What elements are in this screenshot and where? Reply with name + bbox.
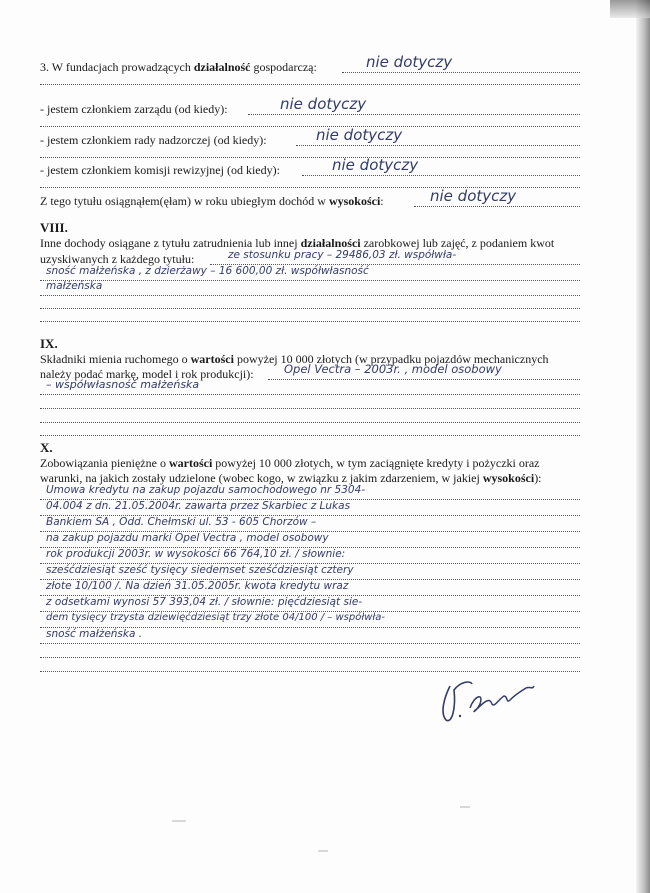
- s8-extra-line-1: [40, 306, 580, 309]
- board-answer: nie dotyczy: [280, 95, 367, 113]
- s8-answer-2: sność małżeńska , z dzierżawy – 16 600,00 zł. współwłasność: [46, 265, 369, 277]
- income-label-bold: wysokości: [328, 194, 381, 208]
- s8-extra-line-2: [40, 319, 580, 322]
- s9-extra-line-1: [40, 406, 580, 409]
- s8-answer-3: małżeńska: [46, 280, 103, 292]
- income-answer: nie dotyczy: [430, 187, 517, 205]
- s10-answer-7: złote 10/100 /. Na dzień 31.05.2005r. kwota kredytu wraz: [46, 580, 349, 592]
- s10-answer-10: sność małżeńska .: [46, 628, 143, 640]
- s10-answer-3: Bankiem SA , Odd. Chełmski ul. 53 - 605 Chorzów –: [46, 516, 317, 528]
- scan-edge: [636, 0, 650, 893]
- s10-extra-line-1: [40, 655, 580, 658]
- s10-line2-bold: wysokości: [482, 471, 535, 485]
- s10-line1-bold: wartości: [168, 456, 213, 470]
- s9-answer-line-1: [268, 377, 580, 380]
- q3-extra-line: [40, 82, 580, 85]
- section-x-heading: X.: [40, 440, 53, 455]
- section-x-description-line1: [40, 456, 540, 470]
- q3-answer: nie dotyczy: [366, 53, 453, 71]
- s10-answer-6: sześćdziesiąt sześć tysięcy siedemset sześćdziesiąt cztery: [46, 564, 354, 576]
- q3-label-bold: działalność: [193, 60, 251, 74]
- s10-answer-9: dem tysięcy trzysta dziewięćdziesiąt trzy złote 04/100 / – współwła-: [46, 612, 385, 623]
- s10-answer-8: z odsetkami wynosi 57 393,04 zł. / słownie: pięćdziesiąt sie-: [46, 596, 363, 608]
- board-extra-line: [40, 124, 580, 127]
- scan-speck: [460, 806, 470, 808]
- q3-label-post: gospodarczą:: [250, 60, 317, 74]
- s10-answer-4: na zakup pojazdu marki Opel Vectra , model osobowy: [46, 532, 329, 544]
- q3-label-pre: 3. W fundacjach prowadzących: [40, 60, 194, 74]
- section-viii-heading: VIII.: [40, 220, 68, 235]
- s10-line1-pre: Zobowiązania pieniężne o: [40, 456, 169, 470]
- s9-extra-line-2: [40, 420, 580, 423]
- s9-answer-1: Opel Vectra – 2003r. , model osobowy: [284, 362, 502, 376]
- s10-line1-post: powyżej 10 000 złotych, w tym zaciągnięte kredyty i pożyczki oraz: [212, 456, 540, 470]
- s8-line1-bold: działalności: [300, 236, 361, 250]
- s8-line1-pre: Inne dochody osiągane z tytułu zatrudnienia lub innej: [40, 236, 301, 250]
- s8-answer-1: ze stosunku pracy – 29486,03 zł. współwła-: [228, 249, 457, 261]
- s9-line1-pre: Składniki mienia ruchomego o: [40, 352, 191, 366]
- supervisory-answer: nie dotyczy: [316, 126, 403, 144]
- s8-line1-post: zarobkowej lub zajęć, z podaniem kwot: [360, 236, 555, 250]
- s9-answer-2: – współwłasność małżeńska: [46, 378, 200, 391]
- income-label-pre: Z tego tytułu osiągnąłem(ęłam) w roku ubiegłym dochód w: [40, 194, 329, 208]
- board-label: - jestem członkiem zarządu (od kiedy):: [40, 102, 228, 116]
- s10-line2-pre: warunki, na jakich zostały udzielone (wobec kogo, w związku z jakim zdarzeniem, w jakiej: [40, 471, 483, 485]
- s9-line1-bold: wartości: [190, 352, 234, 366]
- income-label: [40, 194, 384, 208]
- income-label-post: :: [380, 194, 384, 208]
- s10-line2-post: ):: [534, 471, 542, 485]
- s8-answer-line-3: [40, 293, 580, 296]
- supervisory-extra-line: [40, 155, 580, 158]
- s9-extra-line-3: [40, 433, 580, 436]
- signature: [430, 668, 545, 728]
- s10-answer-1: Umowa kredytu na zakup pojazdu samochodowego nr 5304-: [46, 484, 366, 496]
- s10-answer-line-10: [40, 641, 580, 644]
- scan-speck: [318, 850, 328, 852]
- section-viii-description-line2: uzyskiwanych z każdego tytułu:: [40, 252, 195, 266]
- section-ix-heading: IX.: [40, 336, 58, 351]
- supervisory-label: - jestem członkiem rady nadzorczej (od kiedy):: [40, 133, 267, 147]
- audit-answer: nie dotyczy: [332, 156, 419, 174]
- s10-answer-2: 04.004 z dn. 21.05.2004r. zawarta przez Skarbiec z Lukas: [46, 500, 351, 512]
- q3-label: [40, 60, 317, 74]
- audit-label: - jestem członkiem komisji rewizyjnej (od kiedy):: [40, 163, 280, 177]
- s8-answer-line-2: [40, 278, 580, 281]
- s9-answer-line-2: [40, 392, 580, 395]
- scan-corner-shadow: [610, 0, 650, 18]
- s9-line1-post: powyżej 10 000 złotych (w przypadku pojazdów mechanicznych: [233, 352, 549, 366]
- scan-speck: [172, 820, 186, 822]
- s10-answer-5: rok produkcji 2003r. w wysokości 66 764,10 zł. / słownie:: [46, 548, 346, 560]
- section-ix-description-line2: należy podać markę, model i rok produkcji):: [40, 367, 254, 381]
